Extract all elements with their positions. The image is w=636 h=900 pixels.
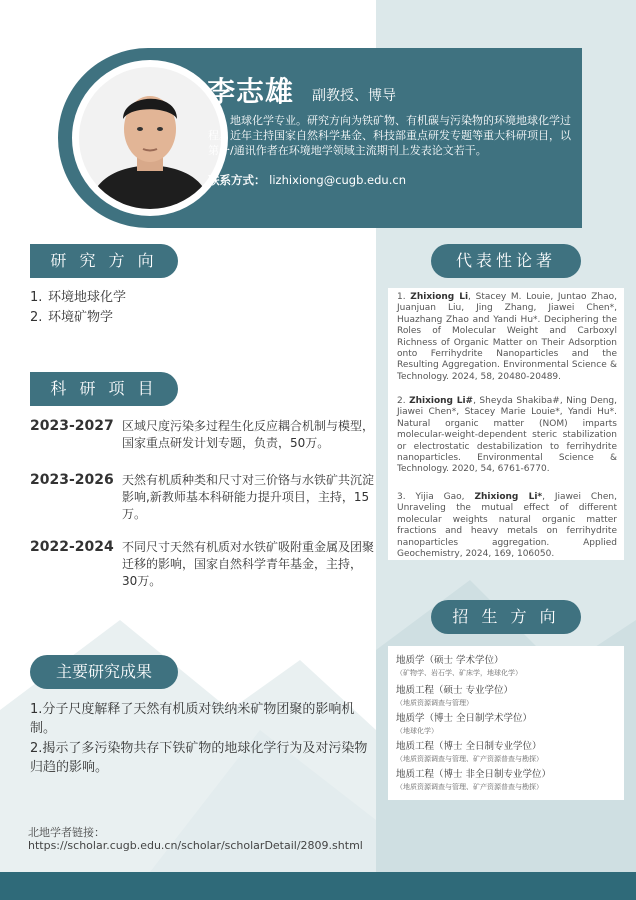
project-years: 2023-2026 xyxy=(30,472,114,488)
research-list xyxy=(30,288,126,328)
research-heading: 研 究 方 向 xyxy=(30,244,178,278)
scholar-link[interactable]: https://scholar.cugb.edu.cn/scholar/scholarDetail/2809.shtml xyxy=(28,839,363,852)
project-years: 2022-2024 xyxy=(30,539,114,555)
publication-item: 3. Yijia Gao, Zhixiong Li*, Jiawei Chen, Unraveling the mutual effect of different molecular weights natural organic matter fractions and heavy metals on ferrihydrite nanoparticles aggregation. Applied Geochemistry, 2024, 169, 106050. xyxy=(397,492,617,560)
projects-heading: 科 研 项 目 xyxy=(30,372,178,406)
admission-item: 地质学（硕士 学术学位） （矿物学、岩石学、矿床学，地球化学） xyxy=(396,655,522,677)
admission-item: 地质学（博士 全日制学术学位） （地球化学） xyxy=(396,713,533,735)
admission-item: 地质工程（博士 全日制专业学位） （地质资源调查与管理、矿产资源普查与勘探） xyxy=(396,741,543,763)
list-item: 1. 环境地球化学 xyxy=(30,290,127,305)
project-desc: 天然有机质种类和尺寸对三价铬与水铁矿共沉淀影响,新教师基本科研能力提升项目，主持，15万。 xyxy=(122,473,375,521)
contact-email: lizhixiong@cugb.edu.cn xyxy=(269,173,406,187)
footer-bar xyxy=(0,872,636,900)
contact-line xyxy=(208,172,406,188)
results-heading: 主要研究成果 xyxy=(30,655,178,689)
profile-photo xyxy=(79,67,221,209)
publications-heading: 代表性论著 xyxy=(431,244,581,278)
contact-label: 联系方式： xyxy=(208,173,266,187)
project-desc: 不同尺寸天然有机质对水铁矿吸附重金属及团聚迁移的影响，国家自然科学青年基金，主持，30万。 xyxy=(122,540,375,588)
person-bio: 地球化学专业。研究方向为铁矿物、有机碳与污染物的环境地球化学过程。近年主持国家自然科学基金、科技部重点研发专题等重大科研项目，以第一/通讯作者在环境地学领域主流期刊上发表论文若干。 xyxy=(208,114,571,157)
result-item: 2.揭示了多污染物共存下铁矿物的地球化学行为及对污染物归趋的影响。 xyxy=(30,741,368,775)
person-title: 副教授、博导 xyxy=(312,88,396,104)
person-name: 李志雄 xyxy=(207,75,295,108)
admission-item: 地质工程（硕士 专业学位） （地质资源调查与管理） xyxy=(396,685,514,707)
list-item: 2. 环境矿物学 xyxy=(30,310,114,325)
publication-item: 1. Zhixiong Li, Stacey M. Louie, Juntao Zhao, Juanjuan Liu, Jing Zhang, Jiawei Chen*, Huazhang Zhao and Yandi Hu*. Deciphering the Roles of Molecular Weight and Carboxyl Richness of Organic Matter on Their Adsorption onto Ferrihydrite Nanoparticles and the Resulting Aggregation. Environmental Science & Technology. 2024, 58, 20480-20489. xyxy=(397,292,617,382)
project-desc: 区域尺度污染多过程生化反应耦合机制与模型，国家重点研发计划专题，负责，50万。 xyxy=(122,419,375,450)
result-item: 1.分子尺度解释了天然有机质对铁纳米矿物团聚的影响机制。 xyxy=(30,702,355,736)
admissions-heading: 招 生 方 向 xyxy=(431,600,581,634)
scholar-link-label: 北地学者链接： xyxy=(28,826,105,839)
project-years: 2023-2027 xyxy=(30,418,114,434)
publication-item: 2. Zhixiong Li#, Sheyda Shakiba#, Ning Deng, Jiawei Chen*, Stacey Marie Louie*, Yandi Hu*. Natural organic matter (NOM) imparts molecular-weight-dependent steric stabilization or electrostatic destabilization to ferrihydrite nanoparticles. Environmental Science & Technology. 2020, 54, 6761-6770. xyxy=(397,396,618,475)
admission-item: 地质工程（博士 非全日制专业学位） （地质资源调查与管理、矿产资源普查与勘探） xyxy=(396,769,552,791)
